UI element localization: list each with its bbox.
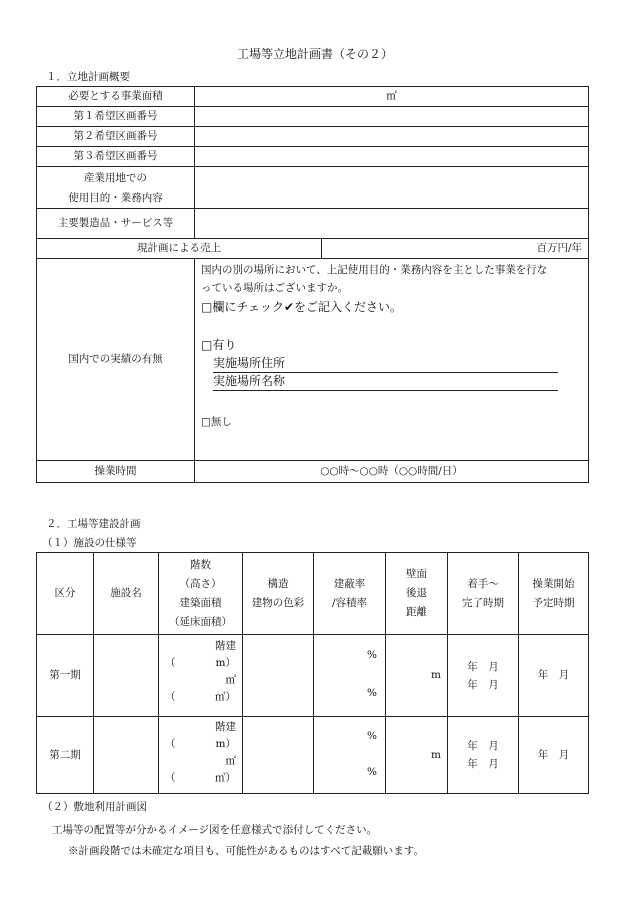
area-unit: ㎡: [386, 90, 397, 103]
unit-percent: %: [367, 730, 377, 742]
record-question-line2: っている場所はございますか。: [201, 282, 348, 294]
header-period-line1: 着手～: [467, 577, 499, 590]
unit-floors: 階建: [215, 721, 236, 733]
unit-year-month: 年 月: [467, 740, 499, 752]
plot3-value-cell[interactable]: [195, 147, 589, 167]
phase1-start-cell[interactable]: [519, 635, 589, 717]
header-floors: [159, 553, 243, 635]
header-coverage-line1: 建蔽率: [333, 577, 366, 590]
unit-meter: m: [431, 669, 441, 682]
unit-year-month: 年 月: [537, 669, 570, 682]
unit-year-month: 年 月: [537, 748, 570, 761]
unit-floor-area: ㎡）: [215, 691, 236, 703]
hours-value[interactable]: ○○時～○○時（○○時間/日）: [195, 461, 589, 483]
sales-unit: 百万円/年: [536, 242, 582, 255]
header-coverage: [314, 553, 386, 635]
phase1-floors-cell[interactable]: [159, 635, 243, 717]
header-structure-line2: 建物の色彩: [251, 596, 305, 609]
header-setback: [386, 553, 448, 635]
header-division: 区分: [37, 553, 94, 635]
unit-year-month: 年 月: [467, 678, 499, 691]
unit-meter: m: [431, 748, 441, 761]
phase2-floors-cell[interactable]: [159, 717, 243, 794]
phase1-setback-cell[interactable]: [386, 635, 448, 717]
attachment-note: 工場等の配置等が分かるイメージ図を任意様式で添付してください。: [52, 824, 378, 836]
row-label-phase1: 第一期: [37, 635, 94, 717]
phase1-period-cell[interactable]: [448, 635, 519, 717]
unit-floors: 階建: [215, 640, 236, 652]
table-row: [37, 717, 589, 794]
phase1-facility-name-cell[interactable]: [94, 635, 159, 717]
phase2-start-cell[interactable]: [519, 717, 589, 794]
unit-height-open: （: [165, 738, 176, 750]
disclaimer-note: ※計画段階では未確定な項目も、可能性があるものはすべて記載願います。: [68, 845, 424, 857]
header-period-line2: 完了時期: [462, 596, 504, 609]
header-floors-line3: 建築面積: [179, 596, 222, 609]
section-1-heading: １．立地計画概要: [46, 71, 130, 83]
unit-height: m）: [215, 738, 236, 750]
purpose-label-line2: 使用目的・業務内容: [68, 191, 163, 204]
header-start: [519, 553, 589, 635]
plot1-label: 第１希望区画番号: [37, 107, 195, 127]
sales-value-cell[interactable]: [322, 239, 589, 259]
phase1-coverage-cell[interactable]: [314, 635, 386, 717]
subsection-2-heading: （２）敷地利用計画図: [42, 801, 147, 813]
area-value-cell[interactable]: [195, 87, 589, 107]
unit-floor-area-open: （: [165, 772, 176, 784]
purpose-label: [37, 167, 195, 209]
purpose-label-line1: 産業用地での: [84, 171, 147, 184]
plot3-label: 第３希望区画番号: [37, 147, 195, 167]
row-label-phase2: 第二期: [37, 717, 94, 794]
unit-year-month: 年 月: [467, 758, 499, 770]
site-overview-table: [36, 86, 589, 483]
check-instruction: □欄にチェック✔をご記入ください。: [201, 300, 403, 314]
unit-floor-area: ㎡）: [215, 772, 236, 784]
phase2-structure-cell[interactable]: [243, 717, 314, 794]
products-label: 主要製造品・サービス等: [37, 209, 195, 239]
phase2-coverage-cell[interactable]: [314, 717, 386, 794]
plot2-label: 第２希望区画番号: [37, 127, 195, 147]
document-title: 工場等立地計画書（その２）: [236, 47, 393, 61]
section-2-heading: ２．工場等建設計画: [46, 518, 141, 530]
plot2-value-cell[interactable]: [195, 127, 589, 147]
unit-percent: %: [367, 766, 377, 779]
record-label: 国内での実績の有無: [37, 259, 195, 461]
phase2-setback-cell[interactable]: [386, 717, 448, 794]
phase2-period-cell[interactable]: [448, 717, 519, 794]
header-setback-line3: 距離: [406, 606, 427, 618]
unit-floor-area-open: （: [165, 691, 176, 703]
header-structure-line1: 構造: [267, 577, 289, 590]
header-setback-line1: 壁面: [406, 568, 427, 580]
products-value-cell[interactable]: [195, 209, 589, 239]
unit-height: m）: [215, 657, 236, 669]
area-label: 必要とする事業面積: [37, 87, 195, 107]
sales-label: 現計画による売上: [37, 239, 322, 259]
subsection-1-heading: （１）施設の仕様等: [42, 537, 137, 549]
record-question-line1: 国内の別の場所において、上記使用目的・業務内容を主とした事業を行な: [201, 264, 548, 276]
unit-percent: %: [367, 687, 377, 700]
table-row: [37, 635, 589, 717]
unit-percent: %: [367, 649, 377, 661]
unit-year-month: 年 月: [467, 660, 499, 673]
phase2-facility-name-cell[interactable]: [94, 717, 159, 794]
option-no-checkbox[interactable]: □無し: [201, 416, 232, 428]
header-structure: [243, 553, 314, 635]
plot1-value-cell[interactable]: [195, 107, 589, 127]
header-start-line2: 予定時期: [532, 596, 575, 609]
unit-area: ㎡: [225, 674, 236, 686]
header-setback-line2: 後退: [406, 587, 427, 599]
record-cell: [195, 259, 589, 461]
header-floors-line2: （高さ）: [179, 577, 222, 590]
header-period: [448, 553, 519, 635]
header-floors-line1: 階数: [190, 558, 211, 571]
header-coverage-line2: /容積率: [331, 596, 368, 609]
phase1-structure-cell[interactable]: [243, 635, 314, 717]
header-floors-line4: （延床面積）: [169, 615, 232, 628]
header-start-line1: 操業開始: [532, 577, 575, 590]
unit-area: ㎡: [225, 755, 236, 767]
unit-height-open: （: [165, 657, 176, 669]
address-field[interactable]: 実施場所住所: [213, 355, 558, 373]
option-yes-checkbox[interactable]: □有り: [201, 338, 237, 352]
facility-spec-table: [36, 552, 589, 794]
hours-label: 操業時間: [37, 461, 195, 483]
name-field[interactable]: 実施場所名称: [213, 373, 558, 391]
header-facility-name: 施設名: [94, 553, 159, 635]
purpose-value-cell[interactable]: [195, 167, 589, 209]
